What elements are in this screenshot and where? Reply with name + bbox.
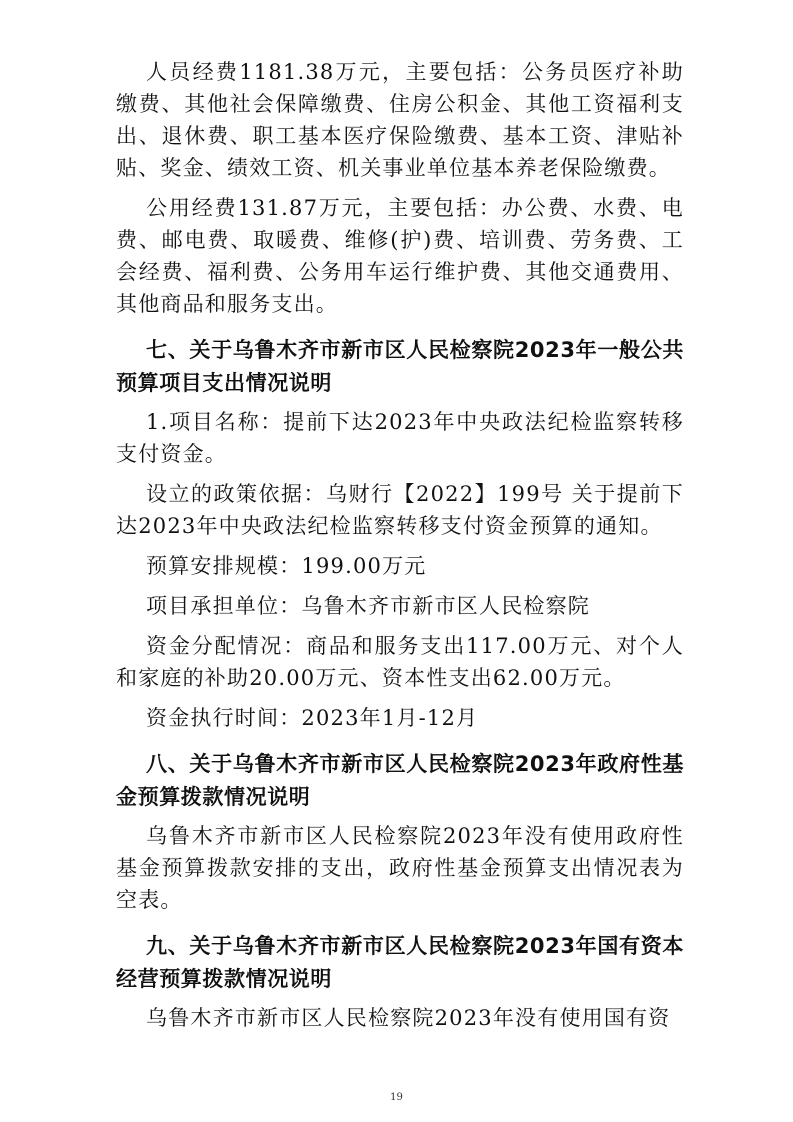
personnel-expense-paragraph: 人员经费1181.38万元，主要包括：公务员医疗补助缴费、其他社会保障缴费、住房公积金、其他工资福利支出、退休费、职工基本医疗保险缴费、基本工资、津贴补贴、奖金、绩效工资、机关事业单位基本养老保险缴费。 bbox=[116, 60, 684, 180]
section7-heading: 七、关于乌鲁木齐市新市区人民检察院2023年一般公共预算项目支出情况说明 bbox=[116, 338, 684, 395]
section7-budget-scale: 预算安排规模：199.00万元 bbox=[146, 554, 427, 578]
section7-allocation: 资金分配情况：商品和服务支出117.00万元、对个人和家庭的补助20.00万元、资本性支出62.00万元。 bbox=[116, 634, 684, 690]
section9-body: 乌鲁木齐市新市区人民检察院2023年没有使用国有资 bbox=[146, 1006, 671, 1030]
section7-period: 资金执行时间：2023年1月-12月 bbox=[146, 706, 479, 730]
section7-policy-basis: 设立的政策依据：乌财行【2022】199号 关于提前下达2023年中央政法纪检监察转移支付资金预算的通知。 bbox=[116, 482, 684, 538]
section7-item-name: 1.项目名称：提前下达2023年中央政法纪检监察转移支付资金。 bbox=[116, 410, 684, 466]
section8-heading: 八、关于乌鲁木齐市新市区人民检察院2023年政府性基金预算拨款情况说明 bbox=[116, 752, 684, 809]
public-expense-paragraph: 公用经费131.87万元，主要包括：办公费、水费、电费、邮电费、取暖费、维修(护)费、培训费、劳务费、工会经费、福利费、公务用车运行维护费、其他交通费用、其他商品和服务支出。 bbox=[116, 196, 684, 316]
page-number: 19 bbox=[390, 1092, 403, 1103]
document-page bbox=[116, 56, 684, 1042]
section9-heading: 九、关于乌鲁木齐市新市区人民检察院2023年国有资本经营预算拨款情况说明 bbox=[116, 934, 684, 991]
section8-body: 乌鲁木齐市新市区人民检察院2023年没有使用政府性基金预算拨款安排的支出，政府性基金预算支出情况表为空表。 bbox=[116, 824, 684, 912]
section7-unit: 项目承担单位：乌鲁木齐市新市区人民检察院 bbox=[146, 594, 590, 618]
